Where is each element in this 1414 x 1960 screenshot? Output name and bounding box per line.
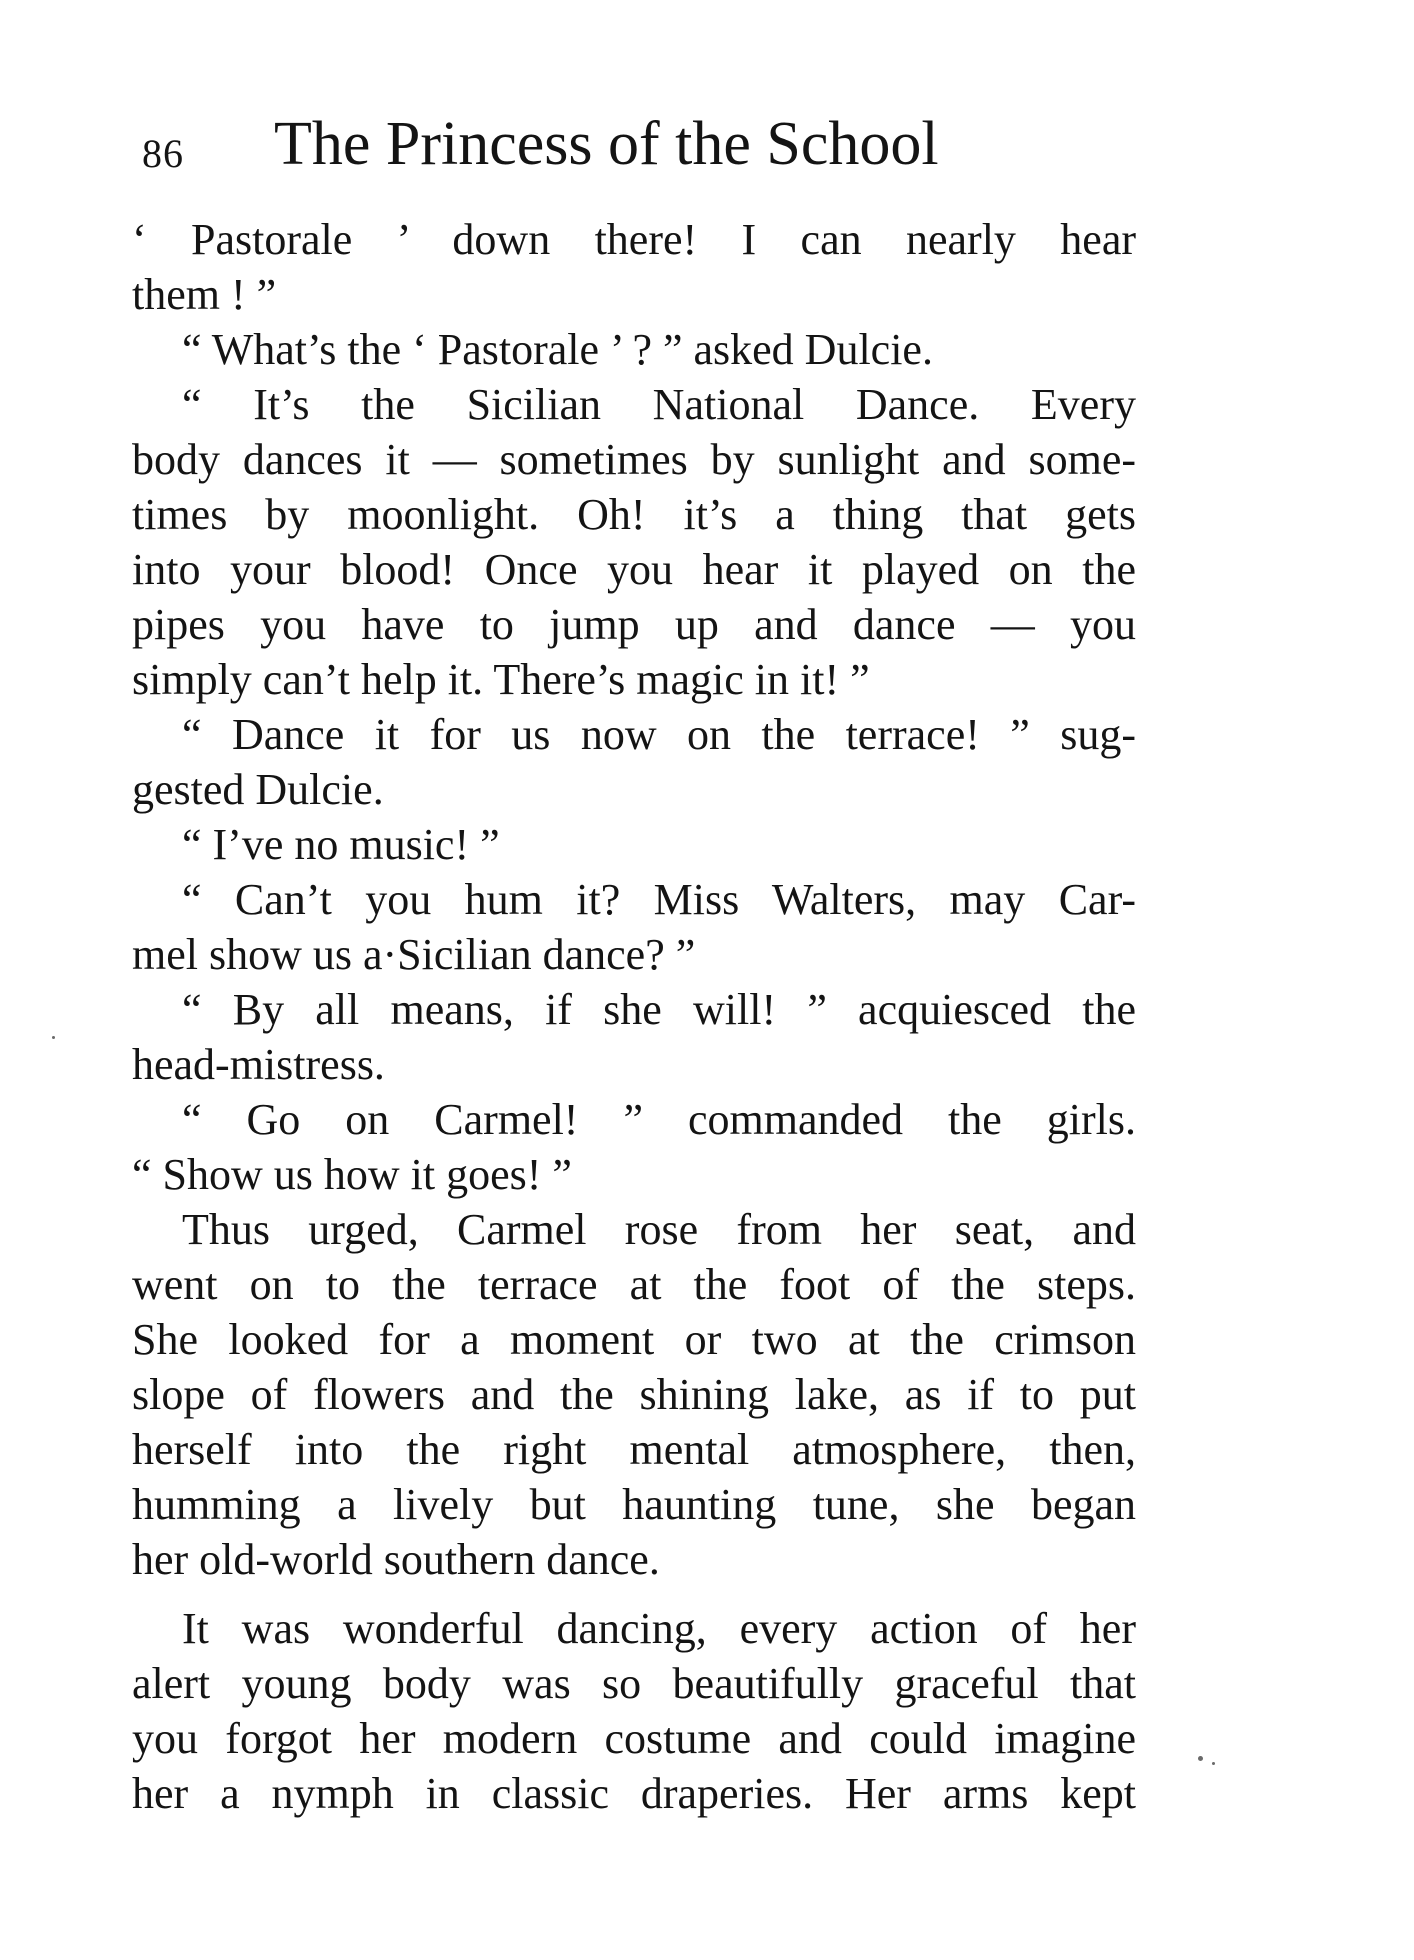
text-line: alert young body was so beautifully graceful that [132,1659,1136,1708]
print-speck [52,1036,55,1039]
text-line: herself into the right mental atmosphere, then, [132,1425,1136,1474]
text-line: “ Can’t you hum it? Miss Walters, may Car- [182,875,1136,924]
page-number: 86 [142,131,184,176]
text-line: into your blood! Once you hear it played on the [132,545,1136,594]
text-line: gested Dulcie. [132,765,384,814]
text-line: head-mistress. [132,1040,385,1089]
text-line: “ I’ve no music! ” [182,820,500,869]
text-line: “ Go on Carmel! ” commanded the girls. [182,1095,1136,1144]
text-line: body dances it — sometimes by sunlight and some- [132,435,1136,484]
text-line: “ What’s the ‘ Pastorale ’ ? ” asked Dulcie. [182,325,933,374]
text-line: her old-world southern dance. [132,1535,660,1584]
text-line: times by moonlight. Oh! it’s a thing that gets [132,490,1136,539]
text-line: pipes you have to jump up and dance — you [132,600,1136,649]
text-line: mel show us a·Sicilian dance? ” [132,930,696,979]
text-line: “ Dance it for us now on the terrace! ” sug- [182,710,1136,759]
text-line: “ By all means, if she will! ” acquiesced the [182,985,1136,1034]
text-line: Thus urged, Carmel rose from her seat, and [182,1205,1136,1254]
text-line: “ It’s the Sicilian National Dance. Every [182,380,1136,429]
print-speck [1198,1756,1203,1761]
text-line: them ! ” [132,270,277,319]
running-title: The Princess of the School [274,110,939,178]
text-line: her a nymph in classic draperies. Her arms kept [132,1769,1136,1818]
text-line: slope of flowers and the shining lake, as if to put [132,1370,1136,1419]
text-line: ‘ Pastorale ’ down there! I can nearly hear [132,215,1136,264]
text-line: humming a lively but haunting tune, she began [132,1480,1136,1529]
text-line: simply can’t help it. There’s magic in it! ” [132,655,870,704]
print-speck [1212,1762,1215,1765]
text-line: went on to the terrace at the foot of the steps. [132,1260,1136,1309]
text-line: She looked for a moment or two at the crimson [132,1315,1136,1364]
body-text [132,212,1136,1821]
paragraph-gap [132,1587,1136,1601]
text-line: It was wonderful dancing, every action of her [182,1604,1136,1653]
page-header [142,108,1142,188]
text-line: “ Show us how it goes! ” [132,1150,572,1199]
text-line: you forgot her modern costume and could imagine [132,1714,1136,1763]
